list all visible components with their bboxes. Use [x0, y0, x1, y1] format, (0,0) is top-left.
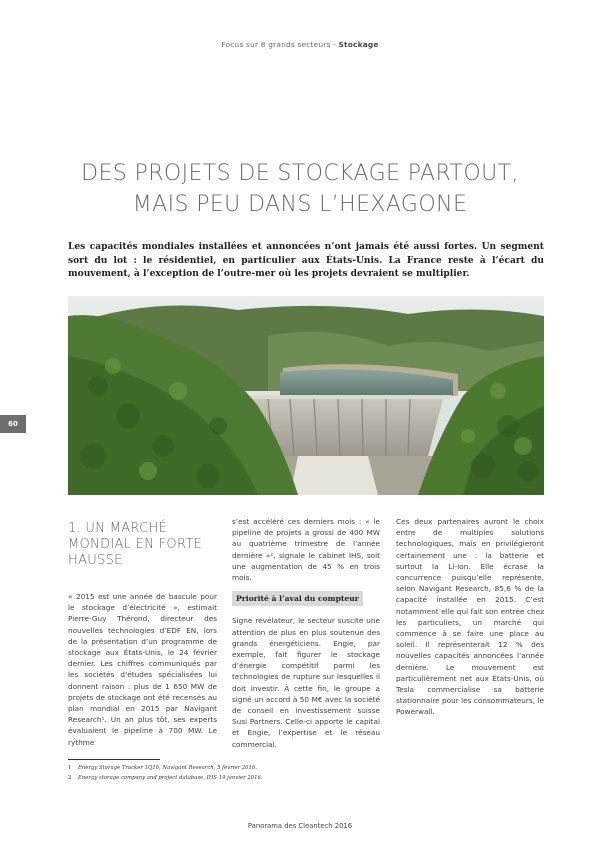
dam-photo [68, 296, 544, 495]
subheading: Priorité à l’aval du compteur [232, 591, 363, 606]
paragraph-4: Ces deux partenaires auront le choix entre de multiples solutions technologiques, mais en privilégieront certainement une : la batterie et surtout la Li-Ion. Elle écrase la concurrence puisqu’elle représente, selon Navigant Research, 85,6 % de la capacité installée en 2015. C’est notamment elle qui fait son entrée chez les particuliers, un marché qui commence à se faire une place au soleil. Il représenterait 12 % des nouvelles capacités annoncées l’année dernière. Le mouvement est particulièrement net aux États-Unis, où Tesla commercialise sa batterie stationnaire pour les consommateurs, le Powerwall. [396, 517, 544, 717]
paragraph-3: Signe révélateur, le secteur suscite une attention de plus en plus soutenue des grands énergéticiens. Engie, par exemple, fait figurer le stockage d’énergie compétitif parmi les technologies de rupture sur lesquelles il doit investir. À cette fin, le groupe a signé un accord à 50 M€ avec la société de conseil en investissement suisse Susi Partners. Celle-ci apporte le capital et Engie, l’expertise et le réseau commercial. [232, 616, 380, 749]
text-column-1 [68, 591, 217, 748]
header-section-prefix: Focus sur 8 grands secteurs [221, 40, 331, 49]
page-footer: Panorama des Cleantech 2016 [247, 822, 353, 830]
paragraph-1: « 2015 est une année de bascule pour le stockage d’électricité », estimait Pierre-Guy Thérond, directeur des nouvelles technologies d’EDF EN, lors de la présentation d’un programme de stockage aux États-Unis, le 24 février dernier. Les chiffres communiqués par les sociétés d’études spécialisées lui donnent raison : plus de 1 650 MW de projets de stockage ont été recensés au plan mondial en 2015 par Navigant Research¹. Un an plus tôt, ses experts évaluaient le pipeline à 700 MW. Le rythme [68, 592, 217, 747]
text-column-3 [396, 516, 544, 718]
footnote-divider [68, 759, 160, 760]
footnote-2 [68, 774, 488, 783]
section-heading: 1. UN MARCHÉ MONDIAL EN FORTE HAUSSE [68, 521, 203, 568]
footnote-1 [68, 764, 488, 773]
paragraph-2: s’est accéléré ces derniers mois : « le pipeline de projets a grossi de 400 MW au quatrième trimestre de l’année dernière »², signale le cabinet IHS, soit une augmentation de 45 % en trois mois. [232, 517, 380, 583]
page-title-line-2: MAIS PEU DANS L’HEXAGONE [132, 192, 468, 217]
header-separator: - [330, 40, 339, 49]
footnote-number: 1 [68, 765, 72, 771]
footnote-text: Energy Storage Tracker 1Q16, Navigant Research, 5 février 2016. [78, 765, 257, 771]
page-number: 60 [0, 415, 26, 433]
page-title [40, 158, 560, 220]
running-header [0, 40, 600, 49]
page-title-line-1: DES PROJETS DE STOCKAGE PARTOUT, [81, 161, 519, 186]
text-column-2 [232, 516, 380, 750]
header-section-name: Stockage [338, 40, 379, 49]
dam-illustration [68, 296, 544, 495]
footnote-number: 2 [68, 775, 72, 781]
lead-paragraph: Les capacités mondiales installées et annoncées n’ont jamais été aussi fortes. Un segment sort du lot : le résidentiel, en particulier aux États-Unis. La France reste à l’écart du mouvement, à l’exception de l’outre-mer où les projets devraient se multiplier. [68, 241, 544, 279]
footnote-text: Energy storage company and project database, IHS 19 janvier 2016. [78, 775, 263, 781]
